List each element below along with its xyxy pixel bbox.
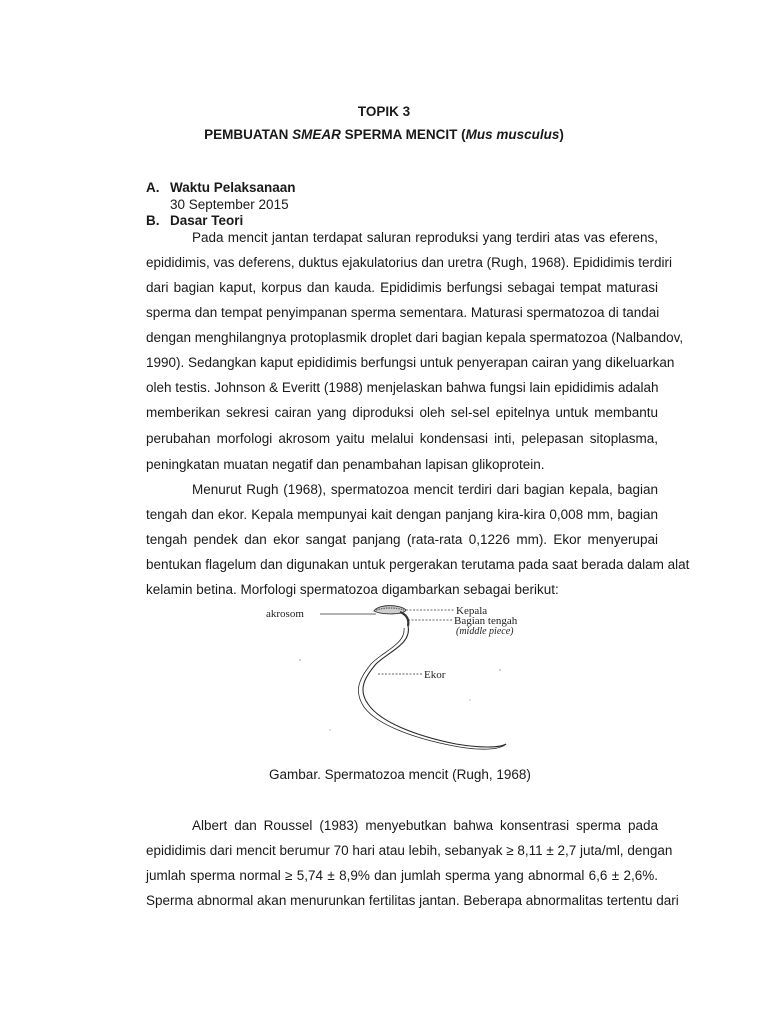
speckle <box>329 729 330 730</box>
speckle <box>469 699 470 700</box>
paragraph-line: kelamin betina. Morfologi spermatozoa digambarkan sebagai berikut: <box>146 582 559 597</box>
subtitle-italic-species: Mus musculus <box>465 127 560 142</box>
paragraph-line: Pada mencit jantan terdapat saluran reproduksi yang terdiri atas vas eferens, <box>192 230 658 245</box>
section-b-heading <box>146 213 243 228</box>
document-subtitle <box>0 127 768 142</box>
paragraph-line: memberikan sekresi cairan yang diproduksi oleh sel-sel epitelnya untuk membantu <box>146 405 658 420</box>
paragraph-line: tengah pendek dan ekor sangat panjang (rata-rata 0,1226 mm). Ekor menyerupai <box>146 532 658 547</box>
section-a-heading <box>146 180 296 195</box>
akrosom-label: akrosom <box>266 608 304 620</box>
paragraph-line: tengah dan ekor. Kepala mempunyai kait dengan panjang kira-kira 0,008 mm, bagian <box>146 507 658 522</box>
spermatozoa-diagram <box>260 600 540 760</box>
subtitle-part: ) <box>559 127 564 142</box>
bagian-tengah-label: Bagian tengah <box>454 615 518 627</box>
paragraph-line: Albert dan Roussel (1983) menyebutkan bahwa konsentrasi sperma pada <box>192 818 658 833</box>
topic-title: TOPIK 3 <box>357 104 411 119</box>
paragraph-line: epididimis dari mencit berumur 70 hari atau lebih, sebanyak ≥ 8,11 ± 2,7 juta/ml, dengan <box>146 843 673 858</box>
sperm-tail-outer <box>363 626 506 747</box>
subtitle-part: PEMBUATAN <box>204 127 293 142</box>
paragraph-line: epididimis, vas deferens, duktus ejakulatorius dan uretra (Rugh, 1968). Epididimis terdiri <box>146 255 673 270</box>
paragraph-line: oleh testis. Johnson & Everitt (1988) menjelaskan bahwa fungsi lain epididimis adalah <box>146 380 659 395</box>
section-a-label: A. <box>146 180 160 195</box>
paragraph-line: dengan menghilangnya protoplasmik droplet dari bagian kepala spermatozoa (Nalbandov, <box>146 330 684 345</box>
paragraph-line: Menurut Rugh (1968), spermatozoa mencit terdiri dari bagian kepala, bagian <box>192 482 658 497</box>
subtitle-italic-smear: SMEAR <box>292 127 341 142</box>
middle-piece-label: (middle piece) <box>456 626 514 637</box>
paragraph-line: bentukan flagelum dan digunakan untuk pergerakan terutama pada saat berada dalam alat <box>146 557 690 572</box>
section-a-date: 30 September 2015 <box>170 197 289 212</box>
section-a-title: Waktu Pelaksanaan <box>170 180 296 195</box>
paragraph-line: jumlah sperma normal ≥ 5,74 ± 8,9% dan jumlah sperma yang abnormal 6,6 ± 2,6%. <box>146 868 658 883</box>
paragraph-line: 1990). Sedangkan kaput epididimis berfungsi untuk penyerapan cairan yang dikeluarkan <box>146 355 675 370</box>
speckle <box>499 669 500 670</box>
paragraph-line: perubahan morfologi akrosom yaitu melalui kondensasi inti, pelepasan sitoplasma, <box>146 431 658 446</box>
kepala-label: Kepala <box>456 605 488 617</box>
section-b-title: Dasar Teori <box>170 213 244 228</box>
sperm-midpiece <box>400 612 408 626</box>
paragraph-line: sperma dan tempat penyimpanan sperma sementara. Maturasi spermatozoa di tandai <box>146 305 660 320</box>
paragraph-line: Sperma abnormal akan menurunkan fertilitas jantan. Beberapa abnormalitas tertentu dari <box>146 893 679 908</box>
sperm-tail-inner <box>358 628 506 749</box>
ekor-label: Ekor <box>424 669 446 681</box>
spermatozoa-figure <box>260 600 540 760</box>
paragraph-line: peningkatan muatan negatif dan penambahan lapisan glikoprotein. <box>146 457 545 472</box>
figure-caption: Gambar. Spermatozoa mencit (Rugh, 1968) <box>269 767 531 782</box>
paragraph-line: dari bagian kaput, korpus dan kauda. Epididimis berfungsi sebagai tempat maturasi <box>146 280 658 295</box>
speckle <box>299 659 300 660</box>
section-b-label: B. <box>146 213 160 228</box>
subtitle-part: SPERMA MENCIT ( <box>340 127 466 142</box>
